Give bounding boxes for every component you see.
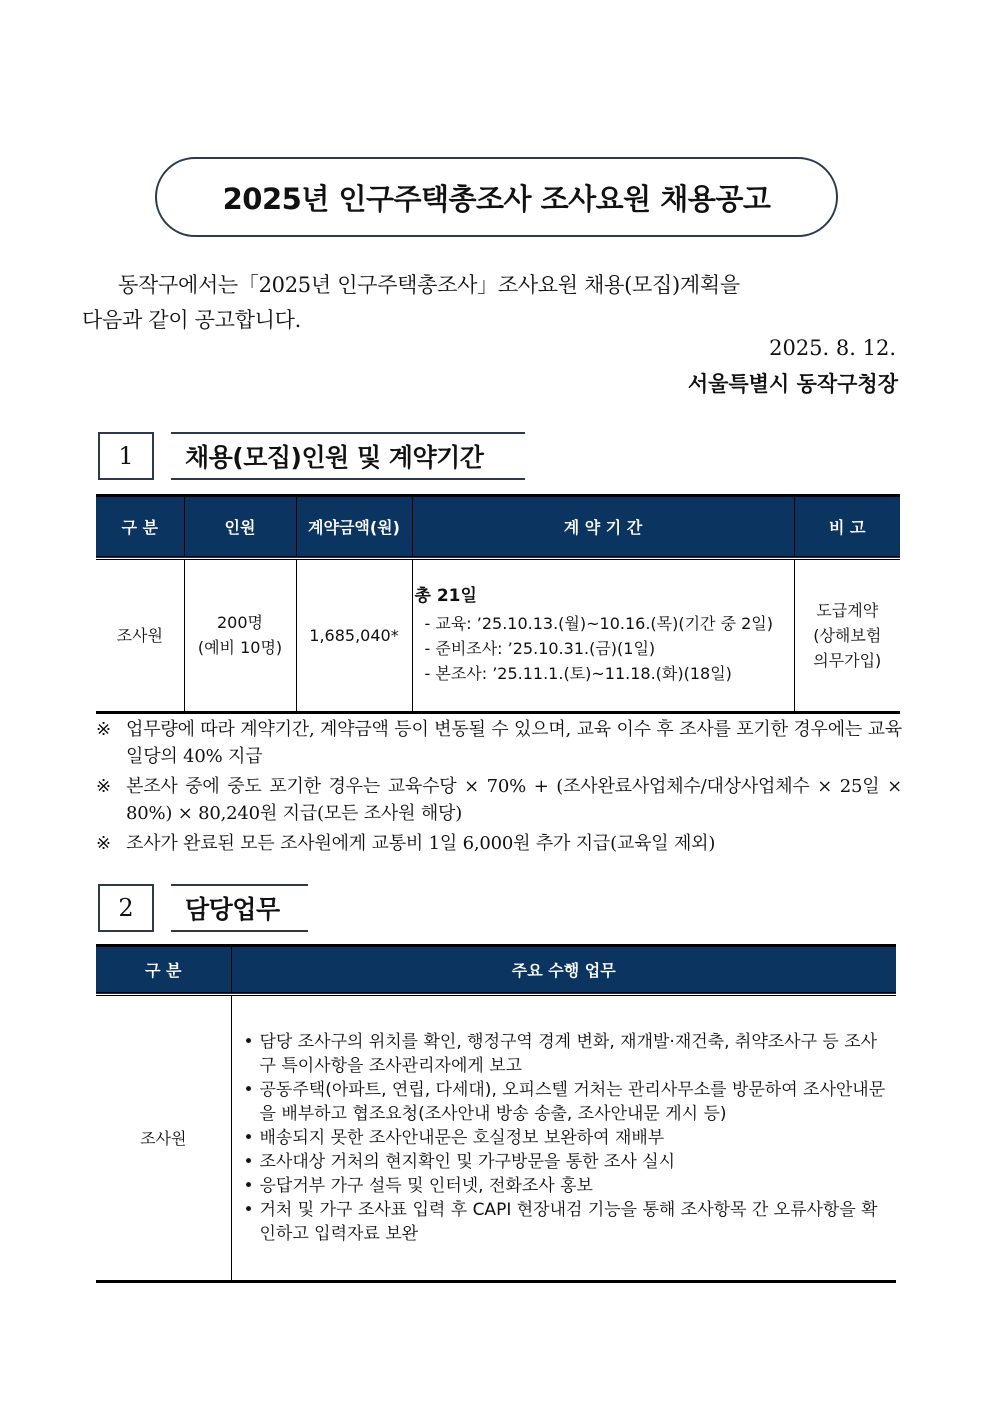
note-text: 본조사 중에 중도 포기한 경우는 교육수당 × 70% + (조사완료사업체수/대상사업체수 × 25일 × 80%) × 80,240원 지급(모든 조사원 해당) <box>126 776 902 824</box>
header-headcount: 인원 <box>184 496 296 558</box>
note-text: 업무량에 따라 계약기간, 계약금액 등이 변동될 수 있으며, 교육 이수 후 조사를 포기한 경우에는 교육 일당의 40% 지급 <box>126 719 902 767</box>
cell-remarks <box>794 558 900 713</box>
reference-mark-icon: ※ <box>96 719 111 740</box>
note-item <box>96 773 902 827</box>
reference-mark-icon: ※ <box>96 833 111 854</box>
header-remarks: 비 고 <box>794 496 900 558</box>
header-amount: 계약금액(원) <box>296 496 412 558</box>
remarks-line-1: 도급계약 <box>816 600 879 620</box>
recruitment-table <box>96 494 900 714</box>
bullet-icon: • <box>243 1127 254 1148</box>
remarks-line-2: (상해보험 <box>813 625 882 645</box>
bullet-icon: • <box>243 1031 254 1052</box>
duty-item <box>244 1030 891 1078</box>
table-header-row <box>96 496 900 558</box>
headcount-reserve: (예비 10명) <box>197 638 283 658</box>
reference-mark-icon: ※ <box>96 776 111 797</box>
intro-line-2: 다음과 같이 공고합니다. <box>82 308 301 332</box>
cell-headcount <box>184 558 296 713</box>
duty-item <box>244 1126 891 1150</box>
header-duties: 주요 수행 업무 <box>231 946 896 994</box>
duty-text: 조사대상 거처의 현지확인 및 가구방문을 통한 조사 실시 <box>259 1151 676 1172</box>
table-header-row <box>96 946 896 994</box>
duty-item <box>244 1078 891 1126</box>
table-row <box>96 558 900 713</box>
note-text: 조사가 완료된 모든 조사원에게 교통비 1일 6,000원 추가 지급(교육일 제외) <box>126 833 716 854</box>
cell-amount: 1,685,040* <box>296 558 412 713</box>
headcount-main: 200명 <box>217 613 263 633</box>
duty-text: 거처 및 가구 조사표 입력 후 CAPI 현장내검 기능을 통해 조사항목 간 오류사항을 확인하고 입력자료 보완 <box>259 1199 878 1244</box>
period-item-preparation: - 준비조사: ’25.10.31.(금)(1일) <box>424 639 656 659</box>
duty-text: 응답거부 가구 설득 및 인터넷, 전화조사 홍보 <box>259 1175 593 1196</box>
bullet-icon: • <box>243 1079 254 1100</box>
section-1-title: 채용(모집)인원 및 계약기간 <box>171 432 525 480</box>
intro-line-1: 동작구에서는「2025년 인구주택총조사」조사요원 채용(모집)계획을 <box>118 273 740 297</box>
duty-text: 담당 조사구의 위치를 확인, 행정구역 경계 변화, 재개발·재건축, 취약조사구 등 조사구 특이사항을 조사관리자에게 보고 <box>259 1031 878 1076</box>
section-1-notes <box>96 716 902 860</box>
cell-category: 조사원 <box>96 558 184 713</box>
header-category: 구 분 <box>96 496 184 558</box>
cell-category: 조사원 <box>96 994 231 1282</box>
remarks-line-3: 의무가입) <box>813 650 882 670</box>
announcement-date: 2025. 8. 12. <box>769 336 896 360</box>
cell-period <box>412 558 794 713</box>
duty-item <box>244 1150 891 1174</box>
intro-paragraph <box>82 268 902 338</box>
duty-item <box>244 1174 891 1198</box>
section-2-title: 담당업무 <box>171 884 308 932</box>
cell-duties <box>231 994 896 1282</box>
section-1-number: 1 <box>98 432 154 480</box>
period-total: 총 21일 <box>414 586 477 607</box>
page-title: 2025년 인구주택총조사 조사요원 채용공고 <box>222 181 771 216</box>
section-2-number: 2 <box>98 884 154 932</box>
duty-text: 배송되지 못한 조사안내문은 호실정보 보완하여 재배부 <box>259 1127 665 1148</box>
note-item <box>96 830 902 857</box>
title-box <box>155 157 838 237</box>
period-item-main-survey: - 본조사: ’25.11.1.(토)~11.18.(화)(18일) <box>424 664 732 684</box>
signer: 서울특별시 동작구청장 <box>687 371 898 396</box>
duty-text: 공동주택(아파트, 연립, 다세대), 오피스텔 거처는 관리사무소를 방문하여 조사안내문을 배부하고 협조요청(조사안내 방송 송출, 조사안내문 게시 등) <box>259 1079 886 1124</box>
duties-table <box>96 944 896 1283</box>
bullet-icon: • <box>243 1175 254 1196</box>
header-category: 구 분 <box>96 946 231 994</box>
note-item <box>96 716 902 770</box>
duty-item <box>244 1198 891 1246</box>
header-period: 계 약 기 간 <box>412 496 794 558</box>
bullet-icon: • <box>243 1151 254 1172</box>
table-row <box>96 994 896 1282</box>
bullet-icon: • <box>243 1199 254 1220</box>
period-item-training: - 교육: ’25.10.13.(월)~10.16.(목)(기간 중 2일) <box>424 614 774 634</box>
